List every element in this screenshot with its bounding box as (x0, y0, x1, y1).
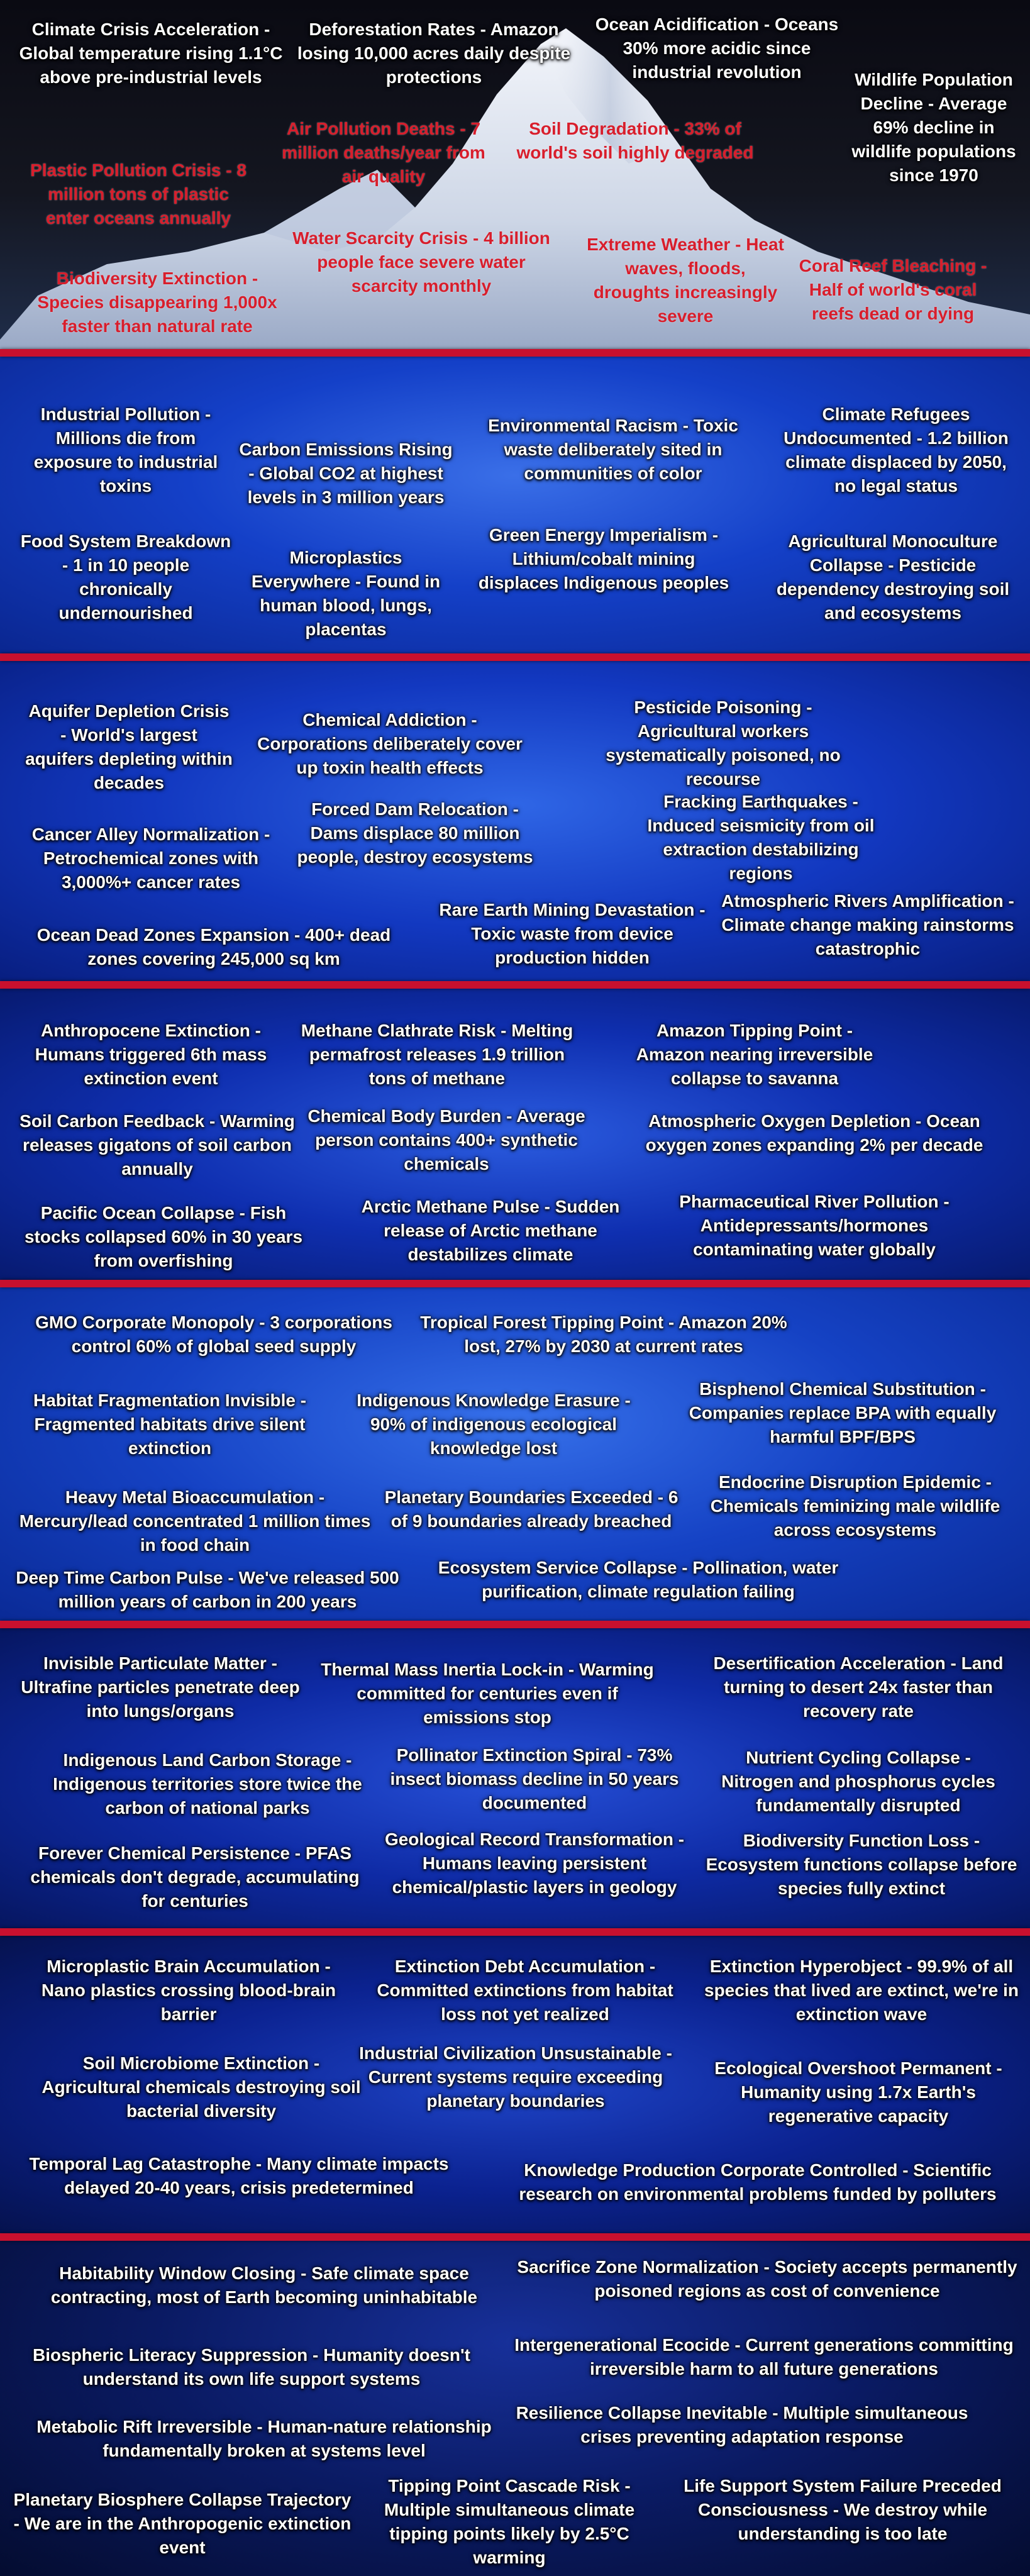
depth-divider-2 (0, 653, 1030, 661)
tier3-item-6: Atmospheric Oxygen Depletion - Ocean oxygen zones expanding 2% per decade (645, 1111, 983, 1155)
tier4-item-7: Planetary Boundaries Exceeded - 6 of 9 boundaries already breached (384, 1487, 678, 1531)
tier4-item-2: Tropical Forest Tipping Point - Amazon 20% lost, 27% by 2030 at current rates (420, 1313, 787, 1356)
tier3-item-2: Methane Clathrate Risk - Melting permafrost releases 1.9 trillion tons of methane (301, 1021, 573, 1088)
tier7-item-9: Life Support System Failure Preceded Consciousness - We destroy while understanding is too late (684, 2476, 1002, 2543)
tier6-item-5: Industrial Civilization Unsustainable - Current systems require exceeding planetary boundaries (359, 2043, 672, 2111)
tier1-item-6: Microplastics Everywhere - Found in human blood, lungs, placentas (251, 548, 441, 639)
tier3-item-5: Chemical Body Burden - Average person contains 400+ synthetic chemicals (307, 1106, 585, 1174)
depth-divider-5 (0, 1621, 1030, 1628)
tier0-item-3: Ocean Acidification - Oceans 30% more acidic since industrial revolution (595, 14, 839, 82)
tier2-item-7: Atmospheric Rivers Amplification - Climate change making rainstorms catastrophic (721, 891, 1014, 958)
tier5-item-2: Thermal Mass Inertia Lock-in - Warming committed for centuries even if emissions stop (321, 1660, 654, 1727)
tier4-item-10: Ecosystem Service Collapse - Pollination, water purification, climate regulation failing (438, 1558, 839, 1601)
tier7-item-2: Sacrifice Zone Normalization - Society accepts permanently poisoned regions as cost of convenience (517, 2257, 1017, 2301)
tier1-item-2: Carbon Emissions Rising - Global CO2 at highest levels in 3 million years (239, 440, 453, 507)
tier2-item-1: Aquifer Depletion Crisis - World's largest aquifers depleting within decades (25, 701, 233, 792)
tier0-item-7: Plastic Pollution Crisis - 8 million tons of plastic enter oceans annually (30, 160, 246, 228)
tier7-item-5: Metabolic Rift Irreversible - Human-nature relationship fundamentally broken at systems level (36, 2417, 492, 2460)
depth-divider-6 (0, 1928, 1030, 1936)
depth-divider-1 (0, 349, 1030, 357)
tier0-item-9: Extreme Weather - Heat waves, floods, droughts increasingly severe (587, 235, 784, 326)
tier0-item-2: Deforestation Rates - Amazon losing 10,000 acres daily despite protections (297, 19, 571, 87)
tier2-item-5: Fracking Earthquakes - Induced seismicity from oil extraction destabilizing regions (647, 792, 875, 883)
tier4-item-8: Endocrine Disruption Epidemic - Chemicals feminizing male wildlife across ecosystems (710, 1472, 1000, 1540)
tier7-item-3: Biospheric Literacy Suppression - Humanity doesn't understand its own life support systems (33, 2345, 470, 2389)
tier1-item-1: Industrial Pollution - Millions die from exposure to industrial toxins (33, 404, 218, 496)
depth-divider-7 (0, 2233, 1030, 2241)
tier1-item-3: Environmental Racism - Toxic waste deliberately sited in communities of color (488, 416, 738, 483)
tier6-item-8: Knowledge Production Corporate Controlled - Scientific research on environmental problems funded by polluters (519, 2160, 997, 2204)
tier1-item-4: Climate Refugees Undocumented - 1.2 billion climate displaced by 2050, no legal status (784, 404, 1009, 496)
tier6-item-3: Extinction Hyperobject - 99.9% of all species that lived are extinct, we're in extinction wave (704, 1957, 1019, 2024)
tier2-item-6: Cancer Alley Normalization - Petrochemical zones with 3,000%+ cancer rates (31, 824, 270, 892)
tier6-item-2: Extinction Debt Accumulation - Committed extinctions from habitat loss not yet realized (377, 1957, 673, 2024)
tier2-item-2: Chemical Addiction - Corporations deliberately cover up toxin health effects (257, 710, 523, 777)
tier2-item-4: Forced Dam Relocation - Dams displace 80 million people, destroy ecosystems (297, 799, 533, 867)
tier4-item-5: Bisphenol Chemical Substitution - Companies replace BPA with equally harmful BPF/BPS (689, 1379, 997, 1446)
tier4-item-3: Habitat Fragmentation Invisible - Fragmented habitats drive silent extinction (33, 1391, 307, 1458)
tier0-item-5: Air Pollution Deaths - 7 million deaths/year from air quality (282, 119, 485, 186)
tier7-item-1: Habitability Window Closing - Safe climate space contracting, most of Earth becoming uninhabitable (50, 2263, 478, 2307)
tier4-item-1: GMO Corporate Monopoly - 3 corporations control 60% of global seed supply (35, 1313, 392, 1356)
tier6-item-6: Ecological Overshoot Permanent - Humanity using 1.7x Earth's regenerative capacity (714, 2058, 1002, 2126)
tier0-item-8: Water Scarcity Crisis - 4 billion people face severe water scarcity monthly (292, 228, 550, 296)
tier0-item-10: Coral Reef Bleaching - Half of world's coral reefs dead or dying (799, 256, 987, 323)
depth-divider-4 (0, 1280, 1030, 1287)
tier5-item-8: Geological Record Transformation - Humans leaving persistent chemical/plastic layers in geology (384, 1829, 685, 1897)
tier6-item-7: Temporal Lag Catastrophe - Many climate impacts delayed 20-40 years, crisis predetermined (29, 2154, 449, 2197)
tier4-item-4: Indigenous Knowledge Erasure - 90% of indigenous ecological knowledge lost (357, 1391, 631, 1458)
tier7-item-6: Resilience Collapse Inevitable - Multiple simultaneous crises preventing adaptation response (516, 2403, 968, 2446)
tier3-item-3: Amazon Tipping Point - Amazon nearing irreversible collapse to savanna (636, 1021, 873, 1088)
tier4-item-9: Deep Time Carbon Pulse - We've released 500 million years of carbon in 200 years (16, 1568, 399, 1611)
tier4-item-6: Heavy Metal Bioaccumulation - Mercury/lead concentrated 1 million times in food chain (19, 1487, 371, 1555)
tier7-item-4: Intergenerational Ecocide - Current generations committing irreversible harm to all future generations (514, 2335, 1014, 2379)
tier3-item-1: Anthropocene Extinction - Humans triggered 6th mass extinction event (35, 1021, 267, 1088)
tier3-item-8: Arctic Methane Pulse - Sudden release of Arctic methane destabilizes climate (361, 1197, 620, 1264)
tier5-item-4: Indigenous Land Carbon Storage - Indigenous territories store twice the carbon of national parks (53, 1750, 362, 1818)
tier1-item-5: Food System Breakdown - 1 in 10 people chronically undernourished (20, 531, 231, 623)
tier2-item-8: Rare Earth Mining Devastation - Toxic waste from device production hidden (439, 900, 706, 967)
tier2-item-9: Ocean Dead Zones Expansion - 400+ dead zones covering 245,000 sq km (36, 925, 391, 969)
tier7-item-7: Planetary Biosphere Collapse Trajectory - We are in the Anthropogenic extinction event (13, 2490, 352, 2557)
tier0-item-11: Biodiversity Extinction - Species disappearing 1,000x faster than natural rate (37, 269, 277, 336)
tier0-item-6: Soil Degradation - 33% of world's soil highly degraded (516, 119, 754, 162)
tier1-item-8: Agricultural Monoculture Collapse - Pesticide dependency destroying soil and ecosystems (776, 531, 1010, 623)
tier0-item-1: Climate Crisis Acceleration - Global temperature rising 1.1°C above pre-industrial levels (19, 19, 283, 87)
tier5-item-7: Forever Chemical Persistence - PFAS chemicals don't degrade, accumulating for centuries (30, 1843, 360, 1911)
tier0-item-4: Wildlife Population Decline - Average 69% decline in wildlife populations since 1970 (851, 70, 1016, 185)
tier3-item-7: Pacific Ocean Collapse - Fish stocks collapsed 60% in 30 years from overfishing (24, 1203, 303, 1270)
tier6-item-4: Soil Microbiome Extinction - Agricultural chemicals destroying soil bacterial diversity (42, 2053, 361, 2121)
tier5-item-6: Nutrient Cycling Collapse - Nitrogen and phosphorus cycles fundamentally disrupted (721, 1748, 995, 1815)
tier3-item-4: Soil Carbon Feedback - Warming releases gigatons of soil carbon annually (19, 1111, 295, 1179)
tier5-item-1: Invisible Particulate Matter - Ultrafine particles penetrate deep into lungs/organs (21, 1653, 300, 1721)
tier2-item-3: Pesticide Poisoning - Agricultural workers systematically poisoned, no recourse (606, 697, 841, 789)
tier7-item-8: Tipping Point Cascade Risk - Multiple simultaneous climate tipping points likely by 2.5°C warming (384, 2476, 635, 2567)
tier5-item-3: Desertification Acceleration - Land turning to desert 24x faster than recovery rate (713, 1653, 1004, 1721)
tier5-item-5: Pollinator Extinction Spiral - 73% insect biomass decline in 50 years documented (390, 1745, 679, 1813)
tier6-item-1: Microplastic Brain Accumulation - Nano plastics crossing blood-brain barrier (41, 1957, 336, 2024)
tier5-item-9: Biodiversity Function Loss - Ecosystem functions collapse before species fully extinct (706, 1831, 1017, 1898)
tier1-item-7: Green Energy Imperialism - Lithium/cobalt mining displaces Indigenous peoples (478, 525, 729, 592)
tier3-item-9: Pharmaceutical River Pollution - Antidepressants/hormones contaminating water globally (679, 1192, 950, 1259)
depth-divider-3 (0, 981, 1030, 989)
